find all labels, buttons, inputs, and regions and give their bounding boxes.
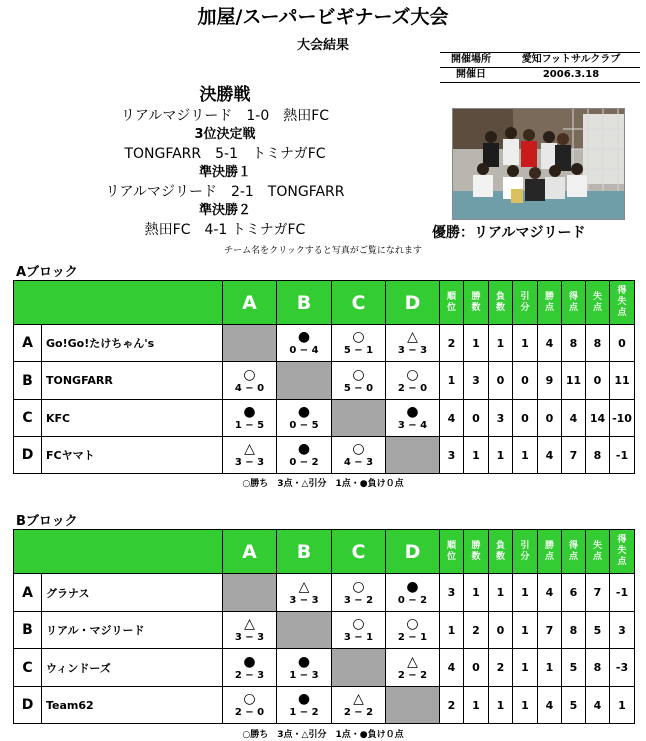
table-row bbox=[14, 574, 635, 612]
match-cell bbox=[223, 649, 277, 687]
team-letter: D bbox=[14, 437, 42, 474]
match-cell bbox=[332, 574, 386, 612]
match-cell bbox=[386, 574, 440, 612]
match-cell bbox=[277, 649, 332, 687]
result-symbol: ○ bbox=[352, 329, 365, 345]
stat-goals-against: 14 bbox=[586, 400, 610, 437]
match-cell bbox=[223, 362, 277, 400]
stat-goal-diff: 1 bbox=[610, 687, 635, 724]
stat-goals-against: 5 bbox=[586, 612, 610, 649]
stat-draws: 1 bbox=[513, 649, 538, 687]
header-stat-text: 勝点 bbox=[544, 540, 554, 562]
third-place-heading: 3位決定戦 bbox=[194, 127, 256, 142]
header-wins bbox=[464, 530, 489, 574]
header-blank bbox=[14, 530, 223, 574]
stat-losses: 1 bbox=[489, 687, 513, 724]
match-score: 2 − 2 bbox=[343, 707, 374, 718]
stat-goals-for: 8 bbox=[562, 612, 586, 649]
stat-wins: 1 bbox=[464, 687, 489, 724]
table-header-row bbox=[14, 530, 635, 574]
stat-wins: 0 bbox=[464, 649, 489, 687]
team-letter: A bbox=[14, 574, 42, 612]
team-name-link[interactable]: グラナス bbox=[42, 574, 223, 612]
event-info bbox=[440, 52, 640, 83]
match-score: 3 − 4 bbox=[397, 420, 428, 431]
match-score: 5 − 1 bbox=[343, 345, 374, 356]
stat-goals-against: 8 bbox=[586, 437, 610, 474]
match-score: 0 − 5 bbox=[289, 420, 319, 431]
result-symbol: ○ bbox=[352, 441, 365, 457]
info-label: 開催日 bbox=[456, 69, 486, 80]
match-cell bbox=[277, 574, 332, 612]
match-cell bbox=[332, 612, 386, 649]
match-score: 3 − 3 bbox=[397, 345, 428, 356]
stat-rank: 1 bbox=[440, 362, 464, 400]
stat-draws: 1 bbox=[513, 574, 538, 612]
header-stat-text: 失点 bbox=[592, 540, 602, 562]
header-stat-text: 得点 bbox=[568, 540, 578, 562]
info-label: 開催場所 bbox=[451, 54, 491, 65]
match-score: 2 − 0 bbox=[234, 707, 265, 718]
block-b-legend: ○勝ち 3点・△引分 1点・●負け０点 bbox=[242, 730, 404, 740]
result-symbol: ● bbox=[297, 653, 311, 670]
match-cell bbox=[277, 325, 332, 362]
stat-goal-diff: -1 bbox=[610, 574, 635, 612]
stat-draws: 1 bbox=[513, 437, 538, 474]
stat-draws: 1 bbox=[513, 325, 538, 362]
self-match-cell bbox=[386, 687, 440, 724]
stat-goal-diff: 11 bbox=[610, 362, 635, 400]
stat-draws: 1 bbox=[513, 687, 538, 724]
match-cell bbox=[277, 400, 332, 437]
winner-label: 優勝：リアルマジリード bbox=[432, 225, 586, 241]
table-row bbox=[14, 400, 635, 437]
stat-wins: 0 bbox=[464, 400, 489, 437]
header-stat-text: 勝数 bbox=[471, 291, 481, 313]
stat-wins: 2 bbox=[464, 612, 489, 649]
result-symbol: ● bbox=[297, 691, 311, 707]
header-stat-text: 順位 bbox=[446, 540, 456, 562]
match-score: 1 − 3 bbox=[289, 669, 319, 681]
match-score: 5 − 0 bbox=[343, 382, 374, 394]
self-match-cell bbox=[277, 612, 332, 649]
match-score: 0 − 4 bbox=[289, 345, 319, 356]
page-title: 加屋/スーパービギナーズ大会 bbox=[197, 6, 449, 28]
stat-points: 1 bbox=[538, 649, 562, 687]
header-goal-diff bbox=[610, 530, 635, 574]
team-name-link[interactable]: TONGFARR bbox=[42, 362, 223, 400]
self-match-cell bbox=[223, 574, 277, 612]
header-stat-text: 引分 bbox=[520, 291, 530, 313]
match-score: 2 − 2 bbox=[397, 669, 428, 681]
stat-rank: 1 bbox=[440, 612, 464, 649]
match-cell bbox=[386, 325, 440, 362]
semifinal-2-result: 熱田FC 4-1 トミナガFC bbox=[144, 222, 306, 238]
stat-rank: 3 bbox=[440, 437, 464, 474]
result-symbol: ● bbox=[406, 404, 419, 420]
header-stat-text: 勝数 bbox=[471, 540, 481, 562]
result-symbol: △ bbox=[407, 329, 418, 345]
photo-note: チーム名をクリックすると写真がご覧になれます bbox=[224, 246, 422, 256]
table-row bbox=[14, 687, 635, 724]
stat-points: 4 bbox=[538, 325, 562, 362]
stat-goals-against: 0 bbox=[586, 362, 610, 400]
header-stat-text: 引分 bbox=[520, 540, 530, 562]
team-name-link[interactable]: Team62 bbox=[42, 687, 223, 724]
header-opponent-b: B bbox=[277, 530, 332, 574]
final-result: リアルマジリード 1-0 熱田FC bbox=[120, 108, 330, 124]
match-score: 1 − 2 bbox=[289, 707, 319, 718]
team-photo-image bbox=[453, 109, 624, 219]
info-row-venue bbox=[440, 52, 640, 68]
result-symbol: ○ bbox=[352, 616, 365, 632]
result-symbol: ○ bbox=[406, 366, 419, 383]
final-heading: 決勝戦 bbox=[199, 85, 251, 105]
stat-losses: 1 bbox=[489, 437, 513, 474]
stat-points: 4 bbox=[538, 437, 562, 474]
match-score: 0 − 2 bbox=[397, 594, 428, 606]
match-cell bbox=[223, 400, 277, 437]
third-place-result: TONGFARR 5-1 トミナガFC bbox=[124, 146, 326, 162]
match-score: 3 − 3 bbox=[234, 457, 265, 468]
header-losses bbox=[489, 281, 513, 325]
tournament-results bbox=[60, 84, 390, 240]
header-opponent-a: A bbox=[223, 281, 277, 325]
header-wins bbox=[464, 281, 489, 325]
stat-goal-diff: -10 bbox=[610, 400, 635, 437]
block-a-title: Aブロック bbox=[16, 265, 78, 280]
result-symbol: ● bbox=[297, 441, 311, 457]
result-symbol: ● bbox=[406, 578, 419, 595]
stat-goals-for: 6 bbox=[562, 574, 586, 612]
team-name-link[interactable]: FCヤマト bbox=[42, 437, 223, 474]
match-score: 0 − 2 bbox=[289, 457, 319, 468]
stat-rank: 2 bbox=[440, 687, 464, 724]
semifinal-1-result: リアルマジリード 2-1 TONGFARR bbox=[105, 184, 345, 200]
info-row-date bbox=[440, 68, 640, 83]
stat-rank: 4 bbox=[440, 649, 464, 687]
stat-goals-against: 8 bbox=[586, 649, 610, 687]
header-rank bbox=[440, 281, 464, 325]
match-score: 3 − 3 bbox=[234, 632, 265, 643]
result-symbol: ● bbox=[297, 404, 311, 420]
self-match-cell bbox=[223, 325, 277, 362]
page-subtitle: 大会結果 bbox=[296, 38, 349, 53]
header-losses bbox=[489, 530, 513, 574]
header-draws bbox=[513, 530, 538, 574]
result-symbol: ● bbox=[243, 404, 256, 420]
stat-wins: 1 bbox=[464, 325, 489, 362]
header-opponent-c: C bbox=[332, 281, 386, 325]
table-row bbox=[14, 612, 635, 649]
team-letter: B bbox=[14, 362, 42, 400]
team-name-link[interactable]: ウィンドーズ bbox=[42, 649, 223, 687]
header-stat-text: 順位 bbox=[446, 291, 456, 313]
table-row bbox=[14, 649, 635, 687]
result-symbol: △ bbox=[353, 691, 364, 707]
stat-rank: 4 bbox=[440, 400, 464, 437]
block-b-title: Bブロック bbox=[16, 514, 78, 529]
result-symbol: ○ bbox=[243, 366, 256, 383]
stat-rank: 2 bbox=[440, 325, 464, 362]
header-goals-for bbox=[562, 281, 586, 325]
team-name-link[interactable]: Go!Go!たけちゃん's bbox=[42, 325, 223, 362]
match-score: 4 − 3 bbox=[343, 457, 374, 468]
match-cell bbox=[386, 649, 440, 687]
header-goals-against bbox=[586, 530, 610, 574]
match-cell bbox=[277, 437, 332, 474]
table-header-row bbox=[14, 281, 635, 325]
header-stat-text: 負数 bbox=[495, 540, 505, 562]
match-cell bbox=[223, 687, 277, 724]
self-match-cell bbox=[332, 649, 386, 687]
team-letter: A bbox=[14, 325, 42, 362]
match-cell bbox=[277, 687, 332, 724]
block-b-league-table bbox=[13, 529, 635, 724]
stat-wins: 1 bbox=[464, 437, 489, 474]
result-symbol: ● bbox=[243, 653, 256, 670]
stat-goal-diff: -1 bbox=[610, 437, 635, 474]
match-score: 3 − 3 bbox=[289, 594, 319, 606]
match-score: 4 − 0 bbox=[234, 382, 265, 394]
match-cell bbox=[386, 400, 440, 437]
stat-goals-for: 8 bbox=[562, 325, 586, 362]
match-cell bbox=[386, 362, 440, 400]
result-symbol: △ bbox=[298, 578, 310, 595]
result-symbol: △ bbox=[244, 441, 255, 457]
header-stat-text: 負数 bbox=[495, 291, 505, 313]
stat-goals-against: 4 bbox=[586, 687, 610, 724]
stat-losses: 1 bbox=[489, 574, 513, 612]
match-score: 1 − 5 bbox=[234, 420, 265, 431]
stat-losses: 0 bbox=[489, 362, 513, 400]
header-goal-diff bbox=[610, 281, 635, 325]
self-match-cell bbox=[332, 400, 386, 437]
result-symbol: △ bbox=[244, 616, 255, 632]
header-stat-text: 失点 bbox=[592, 291, 602, 313]
stat-losses: 3 bbox=[489, 400, 513, 437]
result-symbol: ○ bbox=[352, 578, 365, 595]
stat-draws: 0 bbox=[513, 400, 538, 437]
stat-wins: 1 bbox=[464, 574, 489, 612]
header-opponent-d: D bbox=[386, 281, 440, 325]
header-rank bbox=[440, 530, 464, 574]
semifinal-1-heading: 準決勝１ bbox=[198, 165, 251, 180]
header-opponent-a: A bbox=[223, 530, 277, 574]
stat-losses: 2 bbox=[489, 649, 513, 687]
header-goals-against bbox=[586, 281, 610, 325]
stat-draws: 0 bbox=[513, 362, 538, 400]
match-score: 3 − 1 bbox=[343, 632, 374, 643]
header-draws bbox=[513, 281, 538, 325]
match-cell bbox=[332, 325, 386, 362]
block-a-legend: ○勝ち 3点・△引分 1点・●負け０点 bbox=[242, 479, 404, 489]
stat-goal-diff: 3 bbox=[610, 612, 635, 649]
header-stat-text: 得失点 bbox=[617, 286, 627, 318]
stat-points: 4 bbox=[538, 687, 562, 724]
stat-draws: 1 bbox=[513, 612, 538, 649]
block-a-league-table bbox=[13, 280, 635, 474]
match-score: 2 − 1 bbox=[397, 632, 428, 643]
stat-points: 0 bbox=[538, 400, 562, 437]
header-blank bbox=[14, 281, 223, 325]
stat-goals-against: 8 bbox=[586, 325, 610, 362]
match-score: 2 − 3 bbox=[234, 669, 265, 681]
header-opponent-c: C bbox=[332, 530, 386, 574]
team-name-link[interactable]: KFC bbox=[42, 400, 223, 437]
self-match-cell bbox=[277, 362, 332, 400]
table-row bbox=[14, 325, 635, 362]
result-symbol: ○ bbox=[352, 366, 365, 383]
match-score: 3 − 2 bbox=[343, 594, 374, 606]
team-letter: B bbox=[14, 612, 42, 649]
stat-losses: 0 bbox=[489, 612, 513, 649]
header-points bbox=[538, 530, 562, 574]
stat-goals-for: 11 bbox=[562, 362, 586, 400]
header-goals-for bbox=[562, 530, 586, 574]
result-symbol: ○ bbox=[406, 616, 419, 632]
stat-goals-for: 4 bbox=[562, 400, 586, 437]
team-letter: D bbox=[14, 687, 42, 724]
result-symbol: △ bbox=[407, 653, 418, 670]
info-value: 2006.3.18 bbox=[542, 69, 600, 80]
team-letter: C bbox=[14, 400, 42, 437]
header-stat-text: 得失点 bbox=[617, 535, 627, 567]
result-symbol: ● bbox=[297, 329, 311, 345]
match-cell bbox=[332, 687, 386, 724]
header-points bbox=[538, 281, 562, 325]
stat-goal-diff: 0 bbox=[610, 325, 635, 362]
team-letter: C bbox=[14, 649, 42, 687]
stat-points: 4 bbox=[538, 574, 562, 612]
stat-goals-for: 5 bbox=[562, 687, 586, 724]
stat-goals-for: 7 bbox=[562, 437, 586, 474]
stat-points: 9 bbox=[538, 362, 562, 400]
stat-wins: 3 bbox=[464, 362, 489, 400]
team-photo bbox=[452, 108, 625, 220]
info-value: 愛知フットサルクラブ bbox=[521, 54, 621, 65]
match-cell bbox=[386, 612, 440, 649]
stat-rank: 3 bbox=[440, 574, 464, 612]
match-cell bbox=[332, 362, 386, 400]
result-symbol: ○ bbox=[243, 691, 256, 707]
match-cell bbox=[223, 437, 277, 474]
stat-goals-for: 5 bbox=[562, 649, 586, 687]
header-stat-text: 得点 bbox=[568, 291, 578, 313]
match-score: 2 − 0 bbox=[397, 382, 428, 394]
team-name-link[interactable]: リアル・マジリード bbox=[42, 612, 223, 649]
table-row bbox=[14, 362, 635, 400]
header-stat-text: 勝点 bbox=[544, 291, 554, 313]
table-row bbox=[14, 437, 635, 474]
match-cell bbox=[223, 612, 277, 649]
stat-points: 7 bbox=[538, 612, 562, 649]
self-match-cell bbox=[386, 437, 440, 474]
stat-goals-against: 7 bbox=[586, 574, 610, 612]
header-opponent-b: B bbox=[277, 281, 332, 325]
match-cell bbox=[332, 437, 386, 474]
header-opponent-d: D bbox=[386, 530, 440, 574]
stat-goal-diff: -3 bbox=[610, 649, 635, 687]
stat-losses: 1 bbox=[489, 325, 513, 362]
semifinal-2-heading: 準決勝２ bbox=[198, 203, 251, 218]
